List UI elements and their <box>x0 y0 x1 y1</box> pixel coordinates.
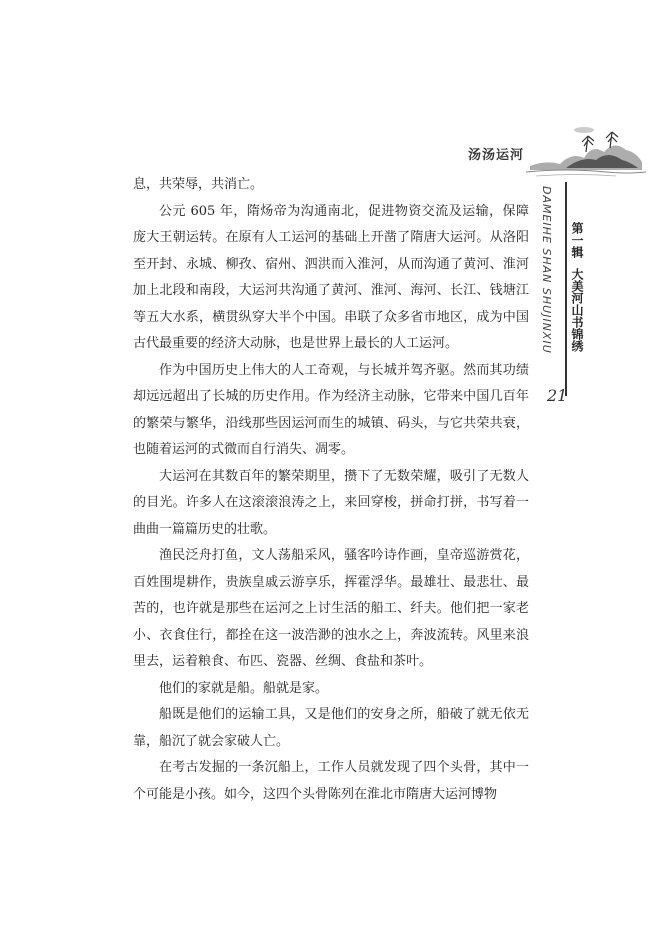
side-divider <box>565 182 567 396</box>
series-label <box>570 222 584 352</box>
paragraph: 公元 605 年，隋炀帝为沟通南北，促进物资交流及运输，保障庞大王朝运转。在原有人工运河的基础上开凿了隋唐大运河。从洛阳至开封、永城、柳孜、宿州、泗洪而入淮河，从而沟通了黄河、淮河加上北段和南段，大运河共沟通了黄河、淮河、海河、长江、钱塘江等五大水系，横贯纵穿大半个中国。串联了众多省市地区，成为中国古代最重要的经济大动脉，也是世界上最长的人工运河。 <box>133 203 529 351</box>
paragraph: 船既是他们的运输工具，又是他们的安身之所，船破了就无依无靠，船沉了就会家破人亡。 <box>133 707 529 749</box>
paragraph: 在考古发掘的一条沉船上，工作人员就发现了四个头骨，其中一个可能是小孩。如今，这四个头骨陈列在淮北市隋唐大运河博物 <box>133 760 529 802</box>
series-title: 大美河山书锦绣 <box>570 268 584 352</box>
paragraph: 大运河在其数百年的繁荣期里，攒下了无数荣耀，吸引了无数人的目光。许多人在这滚滚浪涛之上，来回穿梭，拼命打拼，书写着一曲曲一篇篇历史的壮歌。 <box>133 468 529 537</box>
body-text <box>133 172 529 808</box>
landscape-ink-icon <box>526 122 646 180</box>
paragraph: 渔民泛舟打鱼，文人荡船采风，骚客吟诗作画，皇帝巡游赏花，百姓围堤耕作，贵族皇戚云游享乐，挥霍浮华。最雄壮、最悲壮、最苦的，也许就是那些在运河之上讨生活的船工、纤夫。他们把一家老小、衣食住行，都拴在这一波浩渺的浊水之上，奔波流转。风里来浪里去，运着粮食、布匹、瓷器、丝绸、食盐和茶叶。 <box>133 548 529 669</box>
paragraph: 他们的家就是船。船就是家。 <box>159 680 329 696</box>
paragraph: 息，共荣辱，共消亡。 <box>133 177 264 192</box>
chapter-title: 汤汤运河 <box>468 148 525 163</box>
series-part: 第一辑 <box>570 222 584 258</box>
paragraph: 作为中国历史上伟大的人工奇观，与长城并驾齐驱。然而其功绩却远远超出了长城的历史作用。作为经济主动脉，它带来中国几百年的繁荣与繁华，沿线那些因运河而生的城镇、码头，与它共荣共衰，也随着运河的式微而自行消失、凋零。 <box>133 362 529 457</box>
page-number: 21 <box>547 386 568 405</box>
series-pinyin: DAMEIHE SHAN SHUJINXIU <box>540 186 553 354</box>
